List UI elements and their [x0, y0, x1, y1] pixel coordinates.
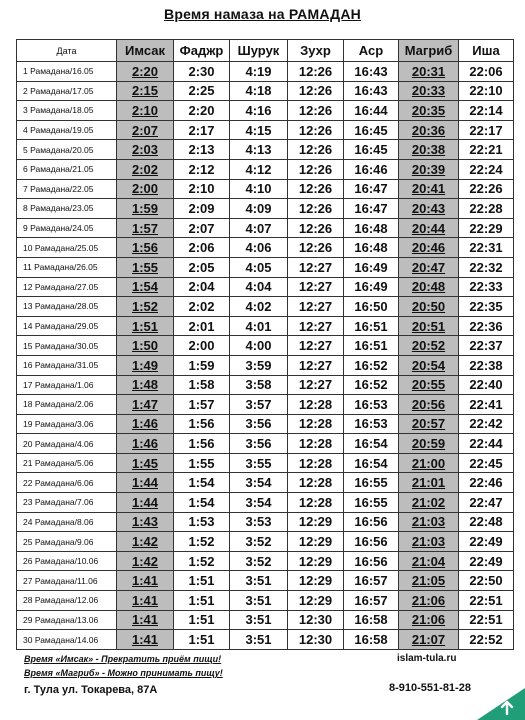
imsak-cell: 2:15 — [117, 81, 174, 101]
imsak-cell: 1:46 — [117, 434, 174, 454]
imsak-note: Время «Имсак» - Прекратить приём пищи! — [24, 654, 222, 664]
date-cell: 16 Рамадана/31.05 — [17, 355, 117, 375]
shuruk-cell: 3:51 — [230, 591, 288, 611]
date-cell: 27 Рамадана/11.06 — [17, 571, 117, 591]
asr-cell: 16:47 — [344, 199, 399, 219]
maghrib-cell: 20:48 — [399, 277, 459, 297]
date-cell: 29 Рамадана/13.06 — [17, 610, 117, 630]
zuhr-cell: 12:28 — [288, 493, 344, 513]
imsak-cell: 1:57 — [117, 218, 174, 238]
zuhr-cell: 12:26 — [288, 81, 344, 101]
shuruk-cell: 3:58 — [230, 375, 288, 395]
isha-cell: 22:24 — [459, 159, 514, 179]
shuruk-cell: 3:51 — [230, 630, 288, 650]
website: islam-tula.ru — [397, 653, 457, 664]
imsak-cell: 2:00 — [117, 179, 174, 199]
isha-cell: 22:38 — [459, 355, 514, 375]
zuhr-cell: 12:29 — [288, 532, 344, 552]
shuruk-cell: 3:54 — [230, 493, 288, 513]
fajr-cell: 1:56 — [174, 414, 230, 434]
zuhr-cell: 12:26 — [288, 140, 344, 160]
header-imsak: Имсак — [117, 40, 174, 62]
fajr-cell: 2:04 — [174, 277, 230, 297]
asr-cell: 16:53 — [344, 395, 399, 415]
date-cell: 19 Рамадана/3.06 — [17, 414, 117, 434]
zuhr-cell: 12:27 — [288, 316, 344, 336]
imsak-cell: 1:44 — [117, 493, 174, 513]
imsak-cell: 1:47 — [117, 395, 174, 415]
table-row — [17, 395, 514, 415]
share-icon[interactable] — [469, 688, 525, 720]
shuruk-cell: 4:09 — [230, 199, 288, 219]
isha-cell: 22:49 — [459, 551, 514, 571]
zuhr-cell: 12:29 — [288, 571, 344, 591]
table-row — [17, 179, 514, 199]
date-cell: 21 Рамадана/5.06 — [17, 453, 117, 473]
table-row — [17, 512, 514, 532]
fajr-cell: 1:54 — [174, 473, 230, 493]
maghrib-cell: 20:43 — [399, 199, 459, 219]
isha-cell: 22:51 — [459, 610, 514, 630]
asr-cell: 16:47 — [344, 179, 399, 199]
table-row — [17, 277, 514, 297]
fajr-cell: 2:09 — [174, 199, 230, 219]
date-cell: 28 Рамадана/12.06 — [17, 591, 117, 611]
shuruk-cell: 4:00 — [230, 336, 288, 356]
imsak-cell: 1:41 — [117, 591, 174, 611]
shuruk-cell: 3:51 — [230, 571, 288, 591]
asr-cell: 16:52 — [344, 355, 399, 375]
maghrib-cell: 20:59 — [399, 434, 459, 454]
imsak-cell: 1:56 — [117, 238, 174, 258]
zuhr-cell: 12:27 — [288, 297, 344, 317]
fajr-cell: 2:06 — [174, 238, 230, 258]
imsak-cell: 1:50 — [117, 336, 174, 356]
date-cell: 10 Рамадана/25.05 — [17, 238, 117, 258]
date-cell: 6 Рамадана/21.05 — [17, 159, 117, 179]
table-row — [17, 101, 514, 121]
maghrib-cell: 20:44 — [399, 218, 459, 238]
shuruk-cell: 4:06 — [230, 238, 288, 258]
date-cell: 2 Рамадана/17.05 — [17, 81, 117, 101]
shuruk-cell: 3:59 — [230, 355, 288, 375]
date-cell: 9 Рамадана/24.05 — [17, 218, 117, 238]
imsak-cell: 1:42 — [117, 551, 174, 571]
table-row — [17, 62, 514, 82]
shuruk-cell: 3:55 — [230, 453, 288, 473]
date-cell: 17 Рамадана/1.06 — [17, 375, 117, 395]
imsak-cell: 1:45 — [117, 453, 174, 473]
zuhr-cell: 12:30 — [288, 610, 344, 630]
imsak-cell: 1:55 — [117, 257, 174, 277]
date-cell: 14 Рамадана/29.05 — [17, 316, 117, 336]
shuruk-cell: 3:56 — [230, 434, 288, 454]
shuruk-cell: 3:52 — [230, 532, 288, 552]
isha-cell: 22:36 — [459, 316, 514, 336]
isha-cell: 22:33 — [459, 277, 514, 297]
shuruk-cell: 3:54 — [230, 473, 288, 493]
table-row — [17, 610, 514, 630]
fajr-cell: 2:02 — [174, 297, 230, 317]
shuruk-cell: 4:15 — [230, 120, 288, 140]
asr-cell: 16:54 — [344, 434, 399, 454]
asr-cell: 16:58 — [344, 610, 399, 630]
fajr-cell: 2:20 — [174, 101, 230, 121]
date-cell: 26 Рамадана/10.06 — [17, 551, 117, 571]
maghrib-cell: 21:01 — [399, 473, 459, 493]
asr-cell: 16:56 — [344, 512, 399, 532]
asr-cell: 16:44 — [344, 101, 399, 121]
zuhr-cell: 12:28 — [288, 395, 344, 415]
imsak-cell: 1:51 — [117, 316, 174, 336]
shuruk-cell: 4:13 — [230, 140, 288, 160]
maghrib-cell: 20:51 — [399, 316, 459, 336]
isha-cell: 22:47 — [459, 493, 514, 513]
imsak-cell: 1:52 — [117, 297, 174, 317]
isha-cell: 22:44 — [459, 434, 514, 454]
table-row — [17, 199, 514, 219]
fajr-cell: 2:30 — [174, 62, 230, 82]
maghrib-cell: 20:54 — [399, 355, 459, 375]
header-isha: Иша — [459, 40, 514, 62]
zuhr-cell: 12:28 — [288, 473, 344, 493]
isha-cell: 22:41 — [459, 395, 514, 415]
asr-cell: 16:56 — [344, 532, 399, 552]
imsak-cell: 2:07 — [117, 120, 174, 140]
isha-cell: 22:26 — [459, 179, 514, 199]
asr-cell: 16:48 — [344, 218, 399, 238]
isha-cell: 22:48 — [459, 512, 514, 532]
maghrib-cell: 21:06 — [399, 610, 459, 630]
shuruk-cell: 4:10 — [230, 179, 288, 199]
isha-cell: 22:29 — [459, 218, 514, 238]
table-row — [17, 434, 514, 454]
asr-cell: 16:48 — [344, 238, 399, 258]
fajr-cell: 2:12 — [174, 159, 230, 179]
maghrib-cell: 20:47 — [399, 257, 459, 277]
fajr-cell: 1:57 — [174, 395, 230, 415]
asr-cell: 16:45 — [344, 140, 399, 160]
table-row — [17, 297, 514, 317]
address: г. Тула ул. Токарева, 87А — [24, 684, 158, 696]
table-row — [17, 571, 514, 591]
date-cell: 20 Рамадана/4.06 — [17, 434, 117, 454]
asr-cell: 16:50 — [344, 297, 399, 317]
shuruk-cell: 4:05 — [230, 257, 288, 277]
date-cell: 3 Рамадана/18.05 — [17, 101, 117, 121]
asr-cell: 16:57 — [344, 571, 399, 591]
imsak-cell: 1:54 — [117, 277, 174, 297]
fajr-cell: 1:56 — [174, 434, 230, 454]
date-cell: 12 Рамадана/27.05 — [17, 277, 117, 297]
imsak-cell: 1:46 — [117, 414, 174, 434]
fajr-cell: 2:25 — [174, 81, 230, 101]
shuruk-cell: 3:52 — [230, 551, 288, 571]
maghrib-cell: 21:06 — [399, 591, 459, 611]
maghrib-cell: 20:55 — [399, 375, 459, 395]
isha-cell: 22:06 — [459, 62, 514, 82]
asr-cell: 16:52 — [344, 375, 399, 395]
asr-cell: 16:56 — [344, 551, 399, 571]
shuruk-cell: 4:12 — [230, 159, 288, 179]
table-row — [17, 81, 514, 101]
zuhr-cell: 12:27 — [288, 375, 344, 395]
header-shuruk: Шурук — [230, 40, 288, 62]
maghrib-cell: 20:52 — [399, 336, 459, 356]
maghrib-cell: 21:03 — [399, 532, 459, 552]
isha-cell: 22:42 — [459, 414, 514, 434]
maghrib-note: Время «Магриб» - Можно принимать пищу! — [24, 668, 223, 678]
asr-cell: 16:55 — [344, 473, 399, 493]
shuruk-cell: 3:56 — [230, 414, 288, 434]
asr-cell: 16:57 — [344, 591, 399, 611]
asr-cell: 16:49 — [344, 277, 399, 297]
fajr-cell: 2:07 — [174, 218, 230, 238]
maghrib-cell: 20:31 — [399, 62, 459, 82]
fajr-cell: 1:52 — [174, 532, 230, 552]
date-cell: 24 Рамадана/8.06 — [17, 512, 117, 532]
imsak-cell: 2:02 — [117, 159, 174, 179]
asr-cell: 16:43 — [344, 62, 399, 82]
zuhr-cell: 12:26 — [288, 238, 344, 258]
fajr-cell: 2:10 — [174, 179, 230, 199]
fajr-cell: 1:51 — [174, 591, 230, 611]
date-cell: 11 Рамадана/26.05 — [17, 257, 117, 277]
imsak-cell: 1:59 — [117, 199, 174, 219]
asr-cell: 16:45 — [344, 120, 399, 140]
zuhr-cell: 12:28 — [288, 414, 344, 434]
maghrib-cell: 20:39 — [399, 159, 459, 179]
zuhr-cell: 12:26 — [288, 218, 344, 238]
fajr-cell: 1:58 — [174, 375, 230, 395]
table-row — [17, 473, 514, 493]
imsak-cell: 1:43 — [117, 512, 174, 532]
fajr-cell: 1:55 — [174, 453, 230, 473]
fajr-cell: 1:51 — [174, 610, 230, 630]
zuhr-cell: 12:27 — [288, 355, 344, 375]
zuhr-cell: 12:26 — [288, 101, 344, 121]
fajr-cell: 1:54 — [174, 493, 230, 513]
imsak-cell: 1:44 — [117, 473, 174, 493]
isha-cell: 22:49 — [459, 532, 514, 552]
maghrib-cell: 21:04 — [399, 551, 459, 571]
imsak-cell: 1:41 — [117, 571, 174, 591]
date-cell: 15 Рамадана/30.05 — [17, 336, 117, 356]
shuruk-cell: 4:16 — [230, 101, 288, 121]
maghrib-cell: 21:05 — [399, 571, 459, 591]
imsak-cell: 1:42 — [117, 532, 174, 552]
maghrib-cell: 21:03 — [399, 512, 459, 532]
fajr-cell: 1:51 — [174, 630, 230, 650]
date-cell: 13 Рамадана/28.05 — [17, 297, 117, 317]
imsak-cell: 2:03 — [117, 140, 174, 160]
fajr-cell: 1:51 — [174, 571, 230, 591]
table-row — [17, 238, 514, 258]
table-row — [17, 591, 514, 611]
table-row — [17, 257, 514, 277]
date-cell: 4 Рамадана/19.05 — [17, 120, 117, 140]
isha-cell: 22:51 — [459, 591, 514, 611]
table-row — [17, 551, 514, 571]
zuhr-cell: 12:26 — [288, 179, 344, 199]
date-cell: 5 Рамадана/20.05 — [17, 140, 117, 160]
shuruk-cell: 3:53 — [230, 512, 288, 532]
zuhr-cell: 12:26 — [288, 199, 344, 219]
date-cell: 7 Рамадана/22.05 — [17, 179, 117, 199]
shuruk-cell: 4:04 — [230, 277, 288, 297]
header-date: Дата — [17, 40, 117, 62]
imsak-cell: 2:10 — [117, 101, 174, 121]
isha-cell: 22:37 — [459, 336, 514, 356]
table-row — [17, 414, 514, 434]
maghrib-cell: 20:56 — [399, 395, 459, 415]
date-cell: 18 Рамадана/2.06 — [17, 395, 117, 415]
maghrib-cell: 21:00 — [399, 453, 459, 473]
maghrib-cell: 21:07 — [399, 630, 459, 650]
date-cell: 22 Рамадана/6.06 — [17, 473, 117, 493]
table-row — [17, 218, 514, 238]
zuhr-cell: 12:26 — [288, 120, 344, 140]
header-maghrib: Магриб — [399, 40, 459, 62]
zuhr-cell: 12:30 — [288, 630, 344, 650]
isha-cell: 22:31 — [459, 238, 514, 258]
table-row — [17, 120, 514, 140]
shuruk-cell: 4:18 — [230, 81, 288, 101]
maghrib-cell: 20:46 — [399, 238, 459, 258]
table-row — [17, 532, 514, 552]
fajr-cell: 1:59 — [174, 355, 230, 375]
date-cell: 25 Рамадана/9.06 — [17, 532, 117, 552]
fajr-cell: 2:00 — [174, 336, 230, 356]
asr-cell: 16:58 — [344, 630, 399, 650]
date-cell: 30 Рамадана/14.06 — [17, 630, 117, 650]
zuhr-cell: 12:26 — [288, 62, 344, 82]
fajr-cell: 2:13 — [174, 140, 230, 160]
table-row — [17, 140, 514, 160]
asr-cell: 16:54 — [344, 453, 399, 473]
isha-cell: 22:52 — [459, 630, 514, 650]
imsak-cell: 1:41 — [117, 630, 174, 650]
shuruk-cell: 4:01 — [230, 316, 288, 336]
table-row — [17, 453, 514, 473]
asr-cell: 16:53 — [344, 414, 399, 434]
shuruk-cell: 4:02 — [230, 297, 288, 317]
date-cell: 8 Рамадана/23.05 — [17, 199, 117, 219]
maghrib-cell: 20:57 — [399, 414, 459, 434]
zuhr-cell: 12:27 — [288, 257, 344, 277]
isha-cell: 22:32 — [459, 257, 514, 277]
table-row — [17, 159, 514, 179]
isha-cell: 22:28 — [459, 199, 514, 219]
table-row — [17, 375, 514, 395]
table-row — [17, 630, 514, 650]
maghrib-cell: 20:33 — [399, 81, 459, 101]
table-row — [17, 336, 514, 356]
isha-cell: 22:10 — [459, 81, 514, 101]
imsak-cell: 1:49 — [117, 355, 174, 375]
maghrib-cell: 20:35 — [399, 101, 459, 121]
asr-cell: 16:51 — [344, 336, 399, 356]
zuhr-cell: 12:27 — [288, 336, 344, 356]
zuhr-cell: 12:29 — [288, 591, 344, 611]
zuhr-cell: 12:26 — [288, 159, 344, 179]
maghrib-cell: 20:36 — [399, 120, 459, 140]
date-cell: 23 Рамадана/7.06 — [17, 493, 117, 513]
imsak-cell: 2:20 — [117, 62, 174, 82]
maghrib-cell: 20:41 — [399, 179, 459, 199]
isha-cell: 22:40 — [459, 375, 514, 395]
maghrib-cell: 20:50 — [399, 297, 459, 317]
zuhr-cell: 12:29 — [288, 551, 344, 571]
shuruk-cell: 3:57 — [230, 395, 288, 415]
table-row — [17, 355, 514, 375]
asr-cell: 16:49 — [344, 257, 399, 277]
zuhr-cell: 12:29 — [288, 512, 344, 532]
shuruk-cell: 4:19 — [230, 62, 288, 82]
fajr-cell: 2:01 — [174, 316, 230, 336]
isha-cell: 22:14 — [459, 101, 514, 121]
page-title: Время намаза на РАМАДАН — [164, 6, 361, 22]
fajr-cell: 1:52 — [174, 551, 230, 571]
isha-cell: 22:46 — [459, 473, 514, 493]
zuhr-cell: 12:28 — [288, 453, 344, 473]
asr-cell: 16:46 — [344, 159, 399, 179]
isha-cell: 22:21 — [459, 140, 514, 160]
isha-cell: 22:45 — [459, 453, 514, 473]
phone-number: 8-910-551-81-28 — [389, 682, 471, 694]
zuhr-cell: 12:28 — [288, 434, 344, 454]
asr-cell: 16:51 — [344, 316, 399, 336]
shuruk-cell: 3:51 — [230, 610, 288, 630]
fajr-cell: 1:53 — [174, 512, 230, 532]
isha-cell: 22:50 — [459, 571, 514, 591]
header-fajr: Фаджр — [174, 40, 230, 62]
isha-cell: 22:17 — [459, 120, 514, 140]
table-row — [17, 493, 514, 513]
fajr-cell: 2:17 — [174, 120, 230, 140]
header-asr: Аср — [344, 40, 399, 62]
imsak-cell: 1:48 — [117, 375, 174, 395]
maghrib-cell: 20:38 — [399, 140, 459, 160]
zuhr-cell: 12:27 — [288, 277, 344, 297]
asr-cell: 16:55 — [344, 493, 399, 513]
imsak-cell: 1:41 — [117, 610, 174, 630]
date-cell: 1 Рамадана/16.05 — [17, 62, 117, 82]
asr-cell: 16:43 — [344, 81, 399, 101]
isha-cell: 22:35 — [459, 297, 514, 317]
maghrib-cell: 21:02 — [399, 493, 459, 513]
fajr-cell: 2:05 — [174, 257, 230, 277]
table-row — [17, 316, 514, 336]
header-zuhr: Зухр — [288, 40, 344, 62]
prayer-times-table — [16, 39, 514, 650]
shuruk-cell: 4:07 — [230, 218, 288, 238]
table-header-row — [17, 40, 514, 62]
